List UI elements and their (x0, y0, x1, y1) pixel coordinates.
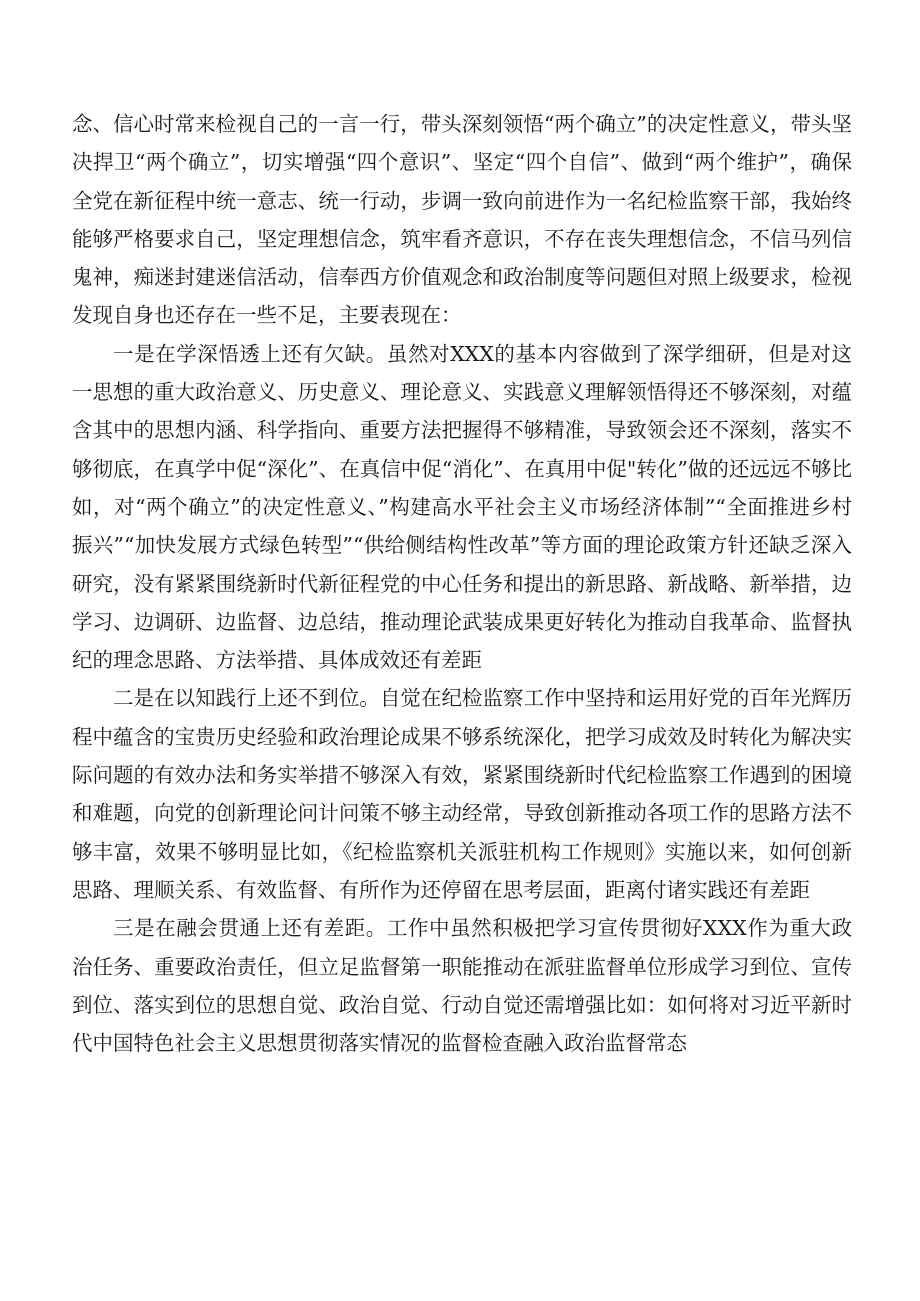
paragraph-point-three: 三是在融会贯通上还有差距。工作中虽然积极把学习宣传贯彻好XXX作为重大政治任务、重要政治责任，但立足监督第一职能推动在派驻监督单位形成学习到位、宣传到位、落实到位的思想自觉、政治自觉、行动自觉还需增强比如：如何将对习近平新时代中国特色社会主义思想贯彻落实情况的监督检查融入政治监督常态 (72, 916, 852, 1056)
paragraph-continuation: 念、信心时常来检视自己的一言一行，带头深刻领悟“两个确立”的决定性意义，带头坚决捍卫“两个确立”，切实增强“四个意识”、坚定“四个自信”、做到“两个维护”，确保全党在新征程中统一意志、统一行动，步调一致向前进作为一名纪检监察干部，我始终能够严格要求自己，坚定理想信念，筑牢看齐意识，不存在丧失理想信念，不信马列信鬼神，痴迷封建迷信活动，信奉西方价值观念和政治制度等问题但对照上级要求，检视发现自身也还存在一些不足，主要表现在： (72, 112, 852, 328)
document-body (72, 105, 852, 1062)
paragraph-point-two: 二是在以知践行上还不到位。自觉在纪检监察工作中坚持和运用好党的百年光辉历程中蕴含的宝贵历史经验和政治理论成果不够系统深化，把学习成效及时转化为解决实际问题的有效办法和务实举措不够深入有效，紧紧围绕新时代纪检监察工作遇到的困境和难题，向党的创新理论问计问策不够主动经常，导致创新推动各项工作的思路方法不够丰富，效果不够明显比如，《纪检监察机关派驻机构工作规则》实施以来，如何创新思路、理顺关系、有效监督、有所作为还停留在思考层面，距离付诸实践还有差距 (72, 686, 852, 902)
paragraph-point-one: 一是在学深悟透上还有欠缺。虽然对XXX的基本内容做到了深学细研，但是对这一思想的重大政治意义、历史意义、理论意义、实践意义理解领悟得还不够深刻，对蕴含其中的思想内涵、科学指向、重要方法把握得不够精准，导致领会还不深刻，落实不够彻底，在真学中促“深化”、在真信中促“消化”、在真用中促"转化”做的还远远不够比如，对“两个确立”的决定性意义、”构建高水平社会主义市场经济体制”“全面推进乡村振兴”“加快发展方式绿色转型”“供给侧结构性改革”等方面的理论政策方针还缺乏深入研究，没有紧紧围绕新时代新征程党的中心任务和提出的新思路、新战略、新举措，边学习、边调研、边监督、边总结，推动理论武装成果更好转化为推动自我革命、监督执纪的理念思路、方法举措、具体成效还有差距 (72, 341, 852, 673)
